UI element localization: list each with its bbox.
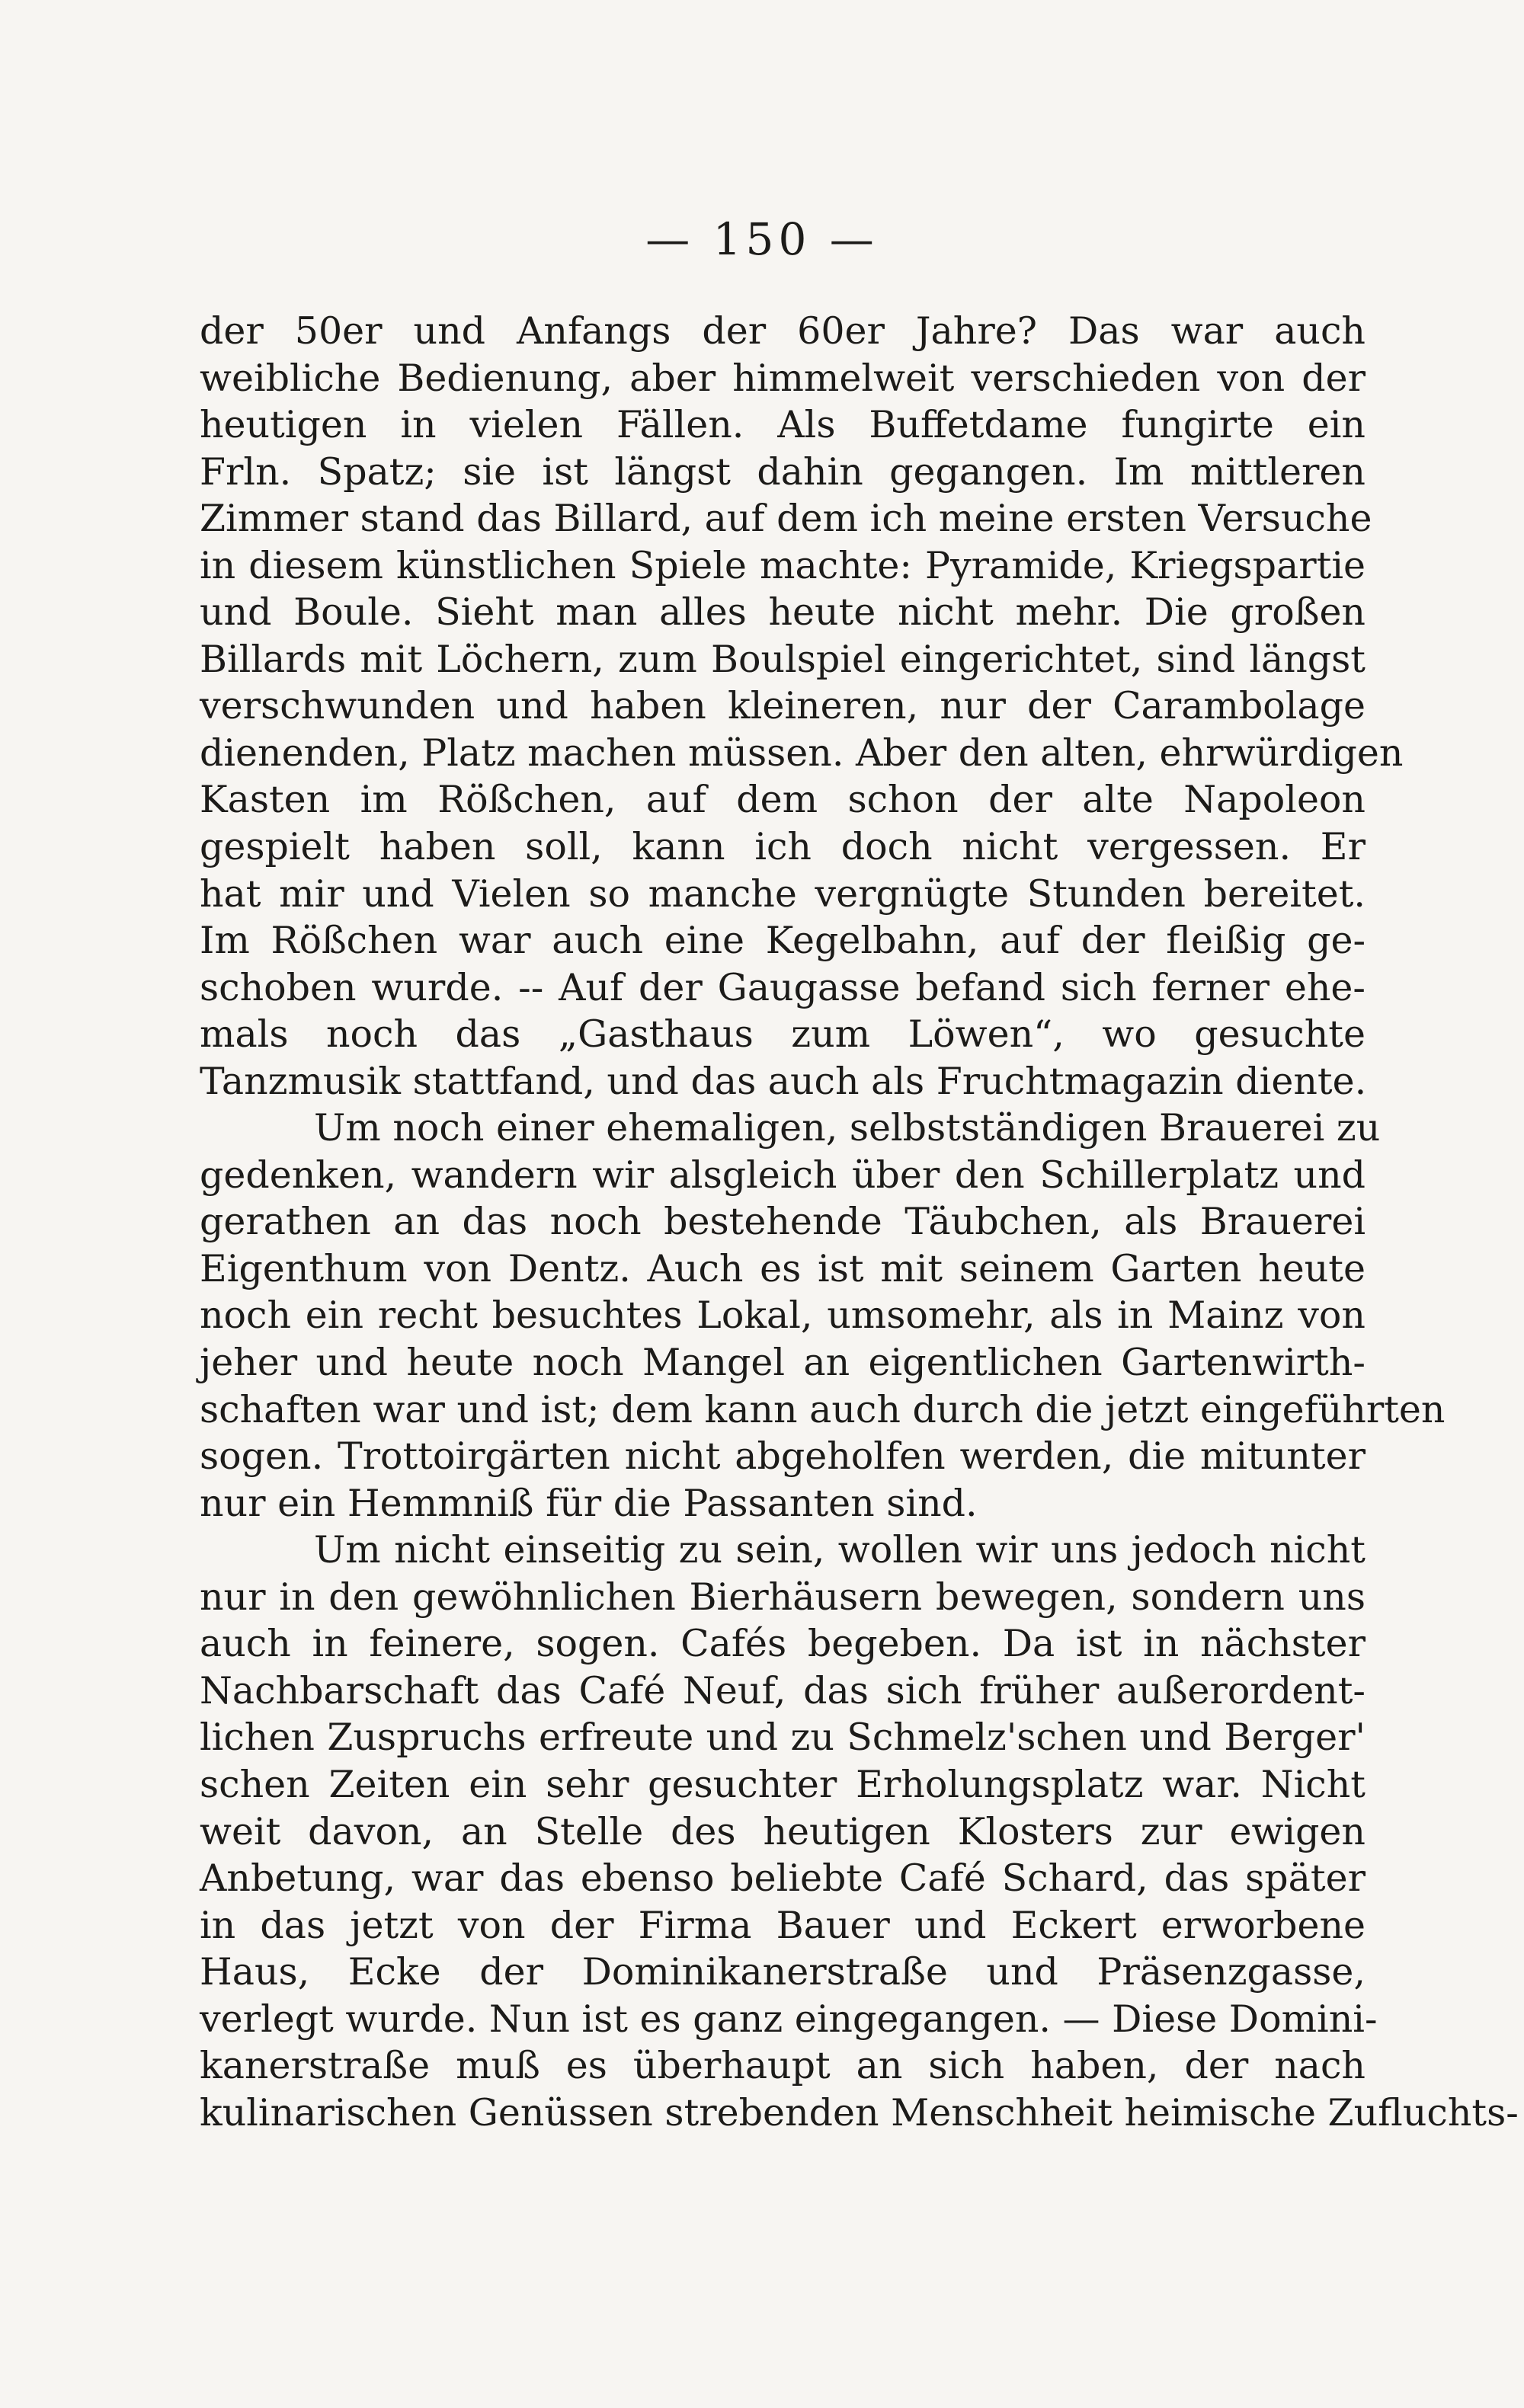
- body-text: [200, 308, 1519, 2136]
- text-line: in diesem künstlichen Spiele machte: Pyramide, Kriegspartie: [200, 543, 1366, 587]
- text-line: schoben wurde. -- Auf der Gaugasse befand sich ferner ehe-: [200, 965, 1366, 1009]
- text-line: und Boule. Sieht man alles heute nicht mehr. Die großen: [200, 590, 1366, 635]
- text-line: Frln. Spatz; sie ist längst dahin gegangen. Im mittleren: [200, 449, 1366, 494]
- text-line: Kasten im Rößchen, auf dem schon der alte Napoleon: [200, 778, 1366, 822]
- text-line: noch ein recht besuchtes Lokal, umsomehr, als in Mainz von: [200, 1294, 1366, 1338]
- text-line: heutigen in vielen Fällen. Als Buffetdame fungirte ein: [200, 403, 1366, 447]
- text-line: Tanzmusik stattfand, und das auch als Fruchtmagazin diente.: [200, 1059, 1367, 1103]
- text-line: Anbetung, war das ebenso beliebte Café Schard, das später: [200, 1856, 1366, 1901]
- text-line: mals noch das „Gasthaus zum Löwen“, wo gesuchte: [200, 1012, 1366, 1057]
- text-line: Eigenthum von Dentz. Auch es ist mit seinem Garten heute: [200, 1246, 1366, 1290]
- text-line: kulinarischen Genüssen strebenden Menschheit heimische Zufluchts-: [200, 2090, 1519, 2135]
- text-line: nur ein Hemmniß für die Passanten sind.: [200, 1481, 978, 1525]
- text-line: jeher und heute noch Mangel an eigentlichen Gartenwirth-: [200, 1341, 1366, 1385]
- text-line: sogen. Trottoirgärten nicht abgeholfen werden, die mitunter: [200, 1434, 1366, 1479]
- text-line: Im Rößchen war auch eine Kegelbahn, auf der fleißig ge-: [200, 919, 1366, 963]
- text-line: Billards mit Löchern, zum Boulspiel eingerichtet, sind längst: [200, 637, 1366, 681]
- text-line: Nachbarschaft das Café Neuf, das sich früher außerordent-: [200, 1668, 1366, 1712]
- text-line: Um noch einer ehemaligen, selbstständigen Brauerei zu: [314, 1106, 1381, 1150]
- text-line: nur in den gewöhnlichen Bierhäusern bewegen, sondern uns: [200, 1575, 1366, 1619]
- text-line: Haus, Ecke der Dominikanerstraße und Präsenzgasse,: [200, 1950, 1366, 1994]
- text-line: der 50er und Anfangs der 60er Jahre? Das war auch: [200, 309, 1366, 353]
- text-line: kanerstraße muß es überhaupt an sich haben, der nach: [200, 2044, 1366, 2088]
- page-number: — 150 —: [645, 213, 879, 265]
- text-line: weit davon, an Stelle des heutigen Klosters zur ewigen: [200, 1809, 1366, 1853]
- text-line: hat mir und Vielen so manche vergnügte Stunden bereitet.: [200, 871, 1366, 916]
- text-line: lichen Zuspruchs erfreute und zu Schmelz'schen und Berger': [200, 1716, 1366, 1760]
- text-line: schaften war und ist; dem kann auch durch die jetzt eingeführten: [200, 1387, 1446, 1431]
- text-line: auch in feinere, sogen. Cafés begeben. Da ist in nächster: [200, 1622, 1366, 1666]
- text-line: verschwunden und haben kleineren, nur der Carambolage: [200, 684, 1366, 728]
- text-line: gedenken, wandern wir alsgleich über den Schillerplatz und: [200, 1153, 1366, 1197]
- text-line: verlegt wurde. Nun ist es ganz eingegangen. — Diese Domini-: [200, 1997, 1378, 2041]
- text-line: in das jetzt von der Firma Bauer und Eckert erworbene: [200, 1903, 1366, 1947]
- text-line: gespielt haben soll, kann ich doch nicht vergessen. Er: [200, 825, 1366, 869]
- text-line: weibliche Bedienung, aber himmelweit verschieden von der: [200, 356, 1366, 400]
- text-line: Zimmer stand das Billard, auf dem ich meine ersten Versuche: [200, 497, 1372, 541]
- text-line: schen Zeiten ein sehr gesuchter Erholungsplatz war. Nicht: [200, 1762, 1366, 1806]
- text-line: gerathen an das noch bestehende Täubchen, als Brauerei: [200, 1200, 1366, 1244]
- text-line: dienenden, Platz machen müssen. Aber den alten, ehrwürdigen: [200, 731, 1404, 775]
- text-line: Um nicht einseitig zu sein, wollen wir uns jedoch nicht: [314, 1528, 1366, 1572]
